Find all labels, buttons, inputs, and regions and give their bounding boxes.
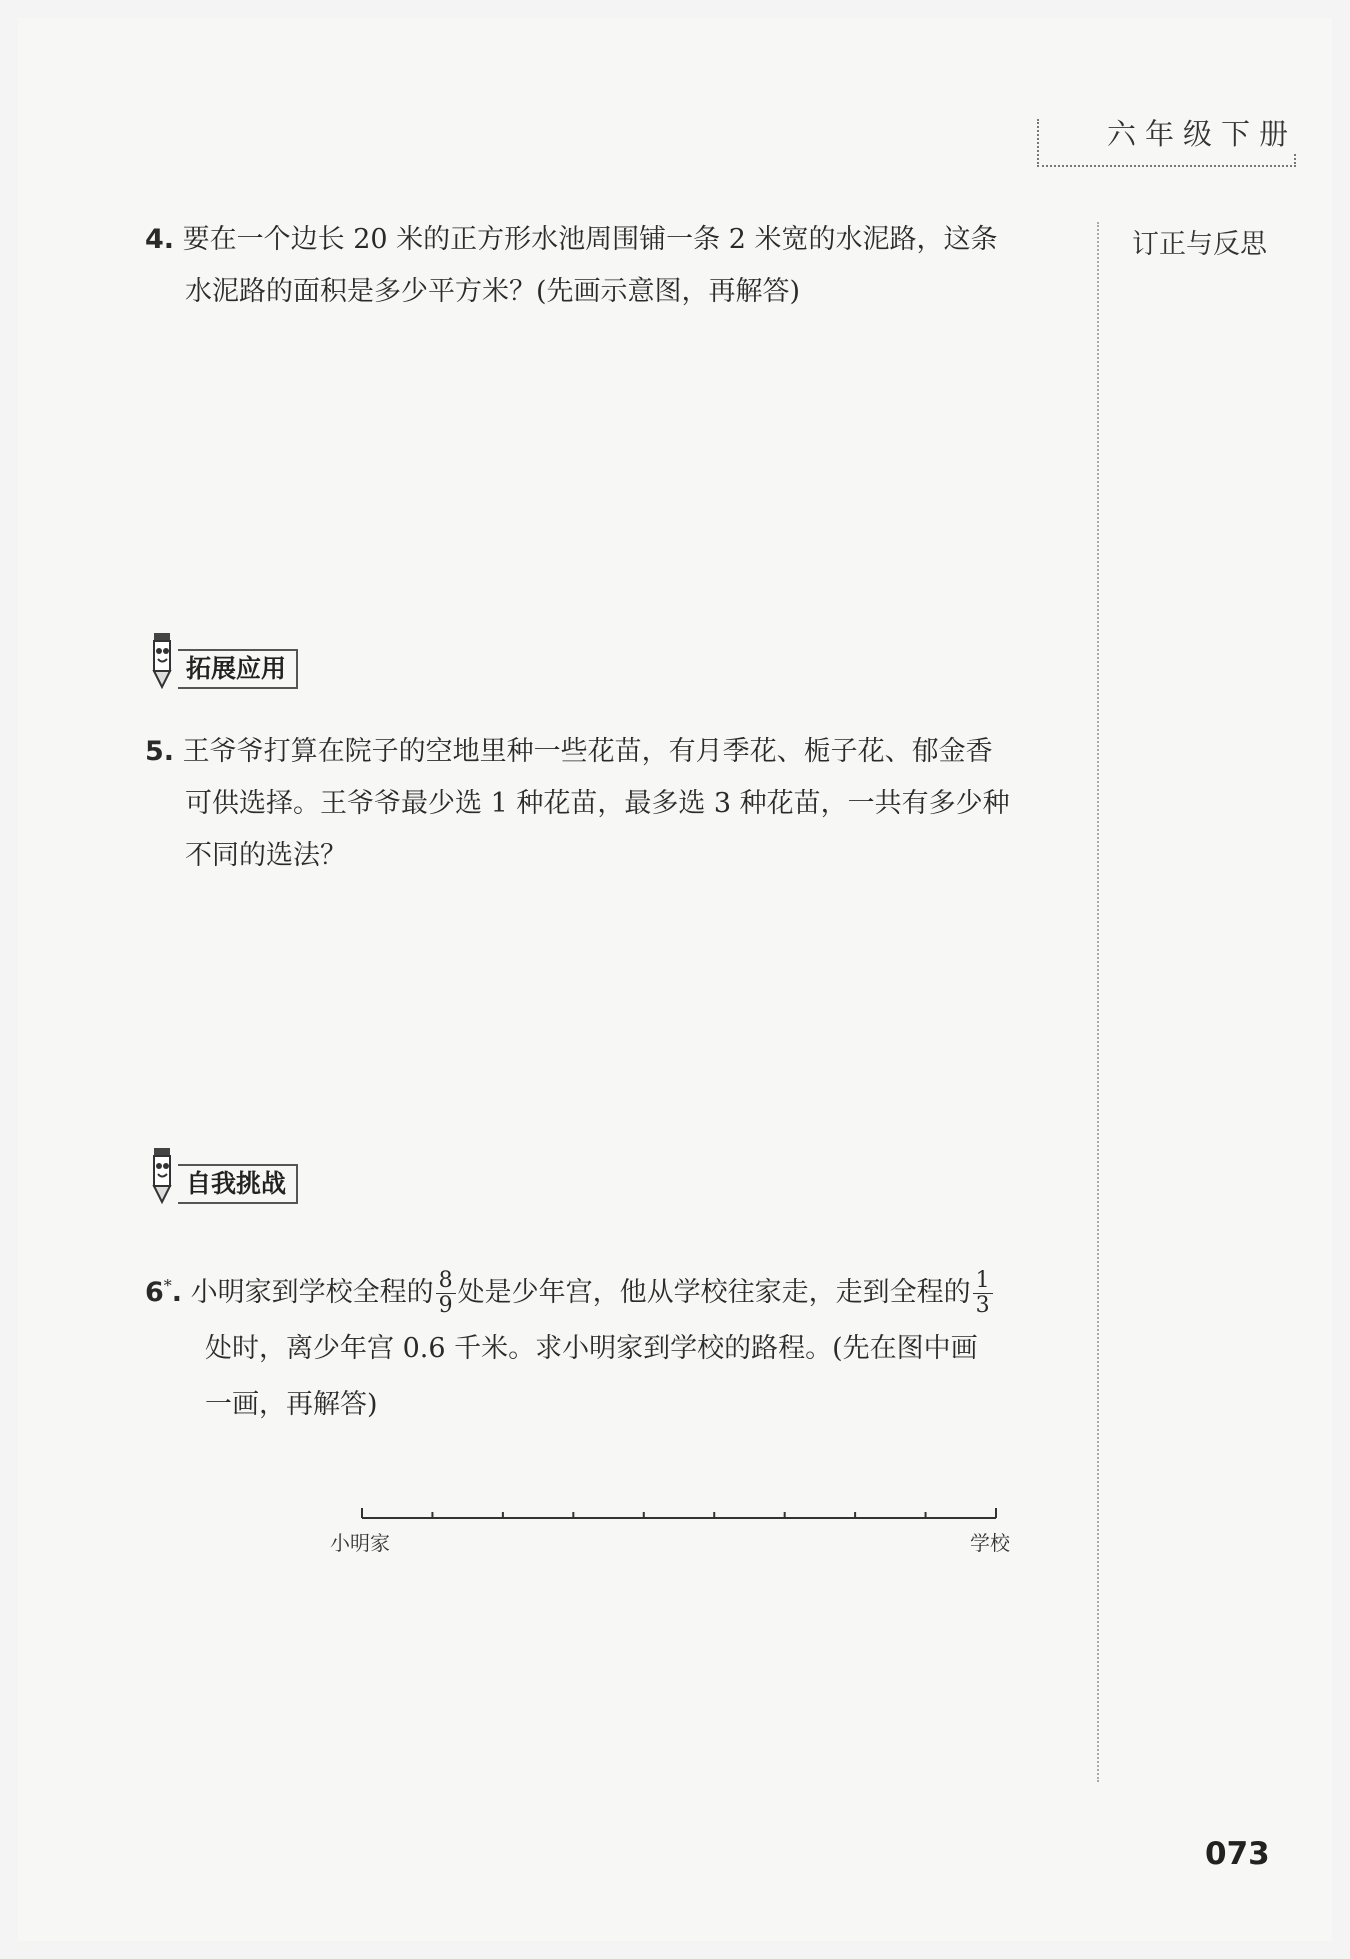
question-6 bbox=[145, 1258, 995, 1433]
section-label: 拓展应用 bbox=[178, 649, 298, 689]
tick-marks bbox=[362, 1508, 996, 1518]
fraction-one-third bbox=[973, 1269, 993, 1318]
question-text-line: 处时，离少年宫 0.6 千米。求小明家到学校的路程。(先在图中画 bbox=[205, 1333, 978, 1364]
section-header-challenge bbox=[148, 1160, 298, 1204]
margin-divider bbox=[1097, 222, 1099, 1782]
pencil-mascot-icon bbox=[148, 631, 176, 689]
question-text-line: 一画，再解答) bbox=[205, 1389, 378, 1420]
numberline-right-label: 学校 bbox=[970, 1531, 1010, 1555]
question-4 bbox=[145, 214, 998, 318]
fraction-numerator: 1 bbox=[973, 1269, 993, 1294]
question-text-segment: 处是少年宫，他从学校往家走，走到全程的 bbox=[457, 1277, 971, 1308]
page-number: 073 bbox=[1205, 1836, 1270, 1872]
question-text-line: 不同的选法？ bbox=[185, 840, 347, 871]
question-number: 4. bbox=[145, 224, 175, 255]
question-number: 6 bbox=[145, 1277, 164, 1308]
grade-label: 六年级下册 bbox=[1103, 112, 1301, 153]
challenge-star: * bbox=[163, 1276, 172, 1295]
question-number-dot: . bbox=[171, 1277, 183, 1308]
fraction-denominator: 9 bbox=[438, 1293, 453, 1318]
segment-diagram bbox=[330, 1500, 1050, 1570]
fraction-numerator: 8 bbox=[436, 1269, 456, 1294]
question-text-line: 王爷爷打算在院子的空地里种一些花苗，有月季花、栀子花、郁金香 bbox=[182, 736, 993, 767]
question-text-line: 水泥路的面积是多少平方米？(先画示意图，再解答) bbox=[185, 276, 801, 307]
section-header-extend bbox=[148, 645, 298, 689]
question-number: 5. bbox=[145, 736, 175, 767]
section-label: 自我挑战 bbox=[178, 1164, 298, 1204]
question-5 bbox=[145, 726, 1010, 882]
question-text-segment: 小明家到学校全程的 bbox=[190, 1277, 434, 1308]
question-text-line: 要在一个边长 20 米的正方形水池周围铺一条 2 米宽的水泥路，这条 bbox=[182, 224, 998, 255]
numberline-left-label: 小明家 bbox=[330, 1531, 390, 1555]
fraction-denominator: 3 bbox=[975, 1293, 990, 1318]
reflection-column-title: 订正与反思 bbox=[1132, 229, 1267, 260]
fraction-eight-ninths bbox=[436, 1269, 456, 1318]
pencil-mascot-icon bbox=[148, 1146, 176, 1204]
question-text-line: 可供选择。王爷爷最少选 1 种花苗，最多选 3 种花苗，一共有多少种 bbox=[185, 788, 1010, 819]
